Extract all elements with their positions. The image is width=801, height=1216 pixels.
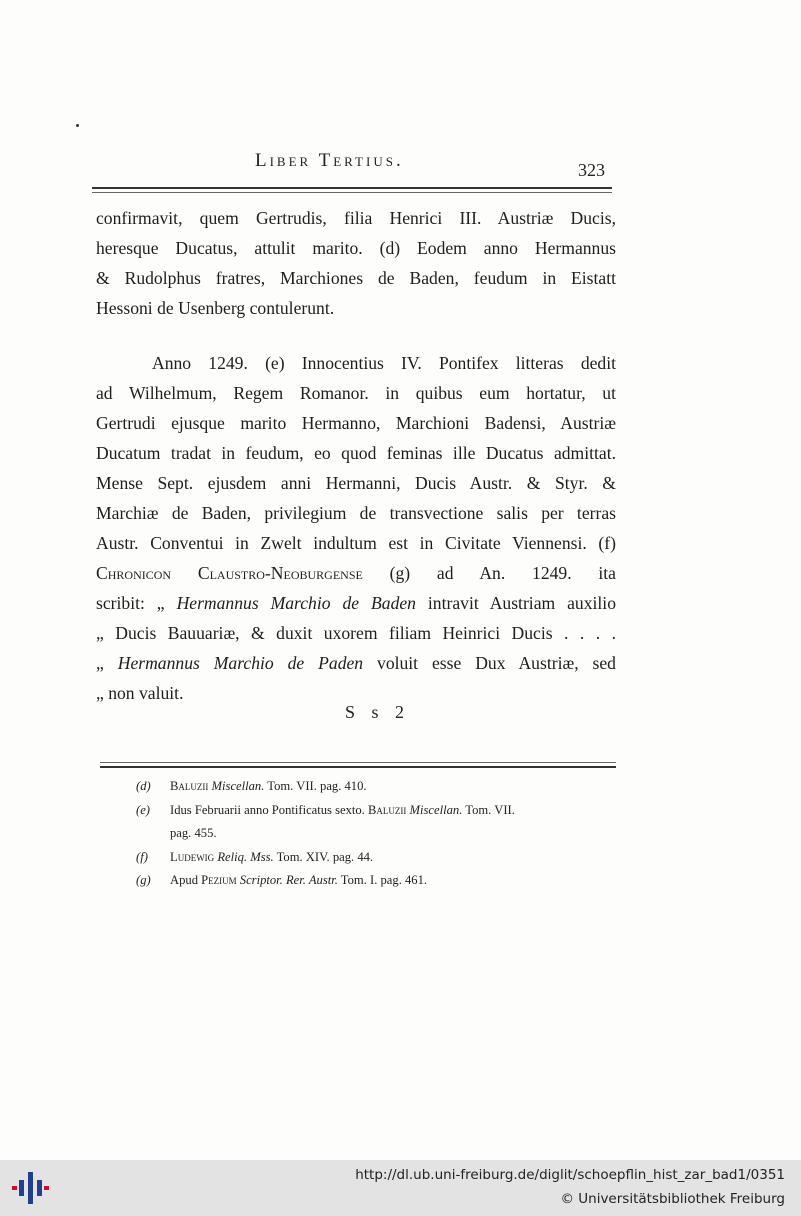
text-line: „ non valuit. <box>96 683 184 703</box>
header-rule-thin <box>92 192 612 193</box>
footnote-ref: Tom. VII. <box>462 802 515 817</box>
footnote-e-continuation: pag. 455. <box>170 826 217 840</box>
chronicon-title: Chronicon Claustro-Neoburgense <box>96 563 363 583</box>
footnote-mark: (g) <box>136 873 151 887</box>
footnote-d <box>136 775 616 799</box>
ub-freiburg-logo-icon <box>10 1170 50 1206</box>
footnote-rule <box>100 766 616 768</box>
footnote-mark: (e) <box>136 802 150 817</box>
paragraph-1 <box>96 203 616 323</box>
footnotes <box>136 775 616 893</box>
text-line <box>96 648 616 678</box>
footnote-work: Reliq. Mss. <box>217 849 274 864</box>
text-line <box>96 558 616 588</box>
footnote-g <box>136 869 616 893</box>
signature-mark: S s 2 <box>345 702 411 722</box>
text-line: „ Ducis Bauuariæ, & duxit uxorem filiam Heinrici Ducis . . . . <box>96 623 616 643</box>
italic-quote: Hermannus Marchio de Paden <box>117 653 364 673</box>
text-line: heresque Ducatus, attulit marito. (d) Eodem anno Hermannus <box>96 238 616 258</box>
footnote-author: Baluzii <box>367 802 407 817</box>
text-line: Anno 1249. (e) Innocentius IV. Pontifex litteras dedit <box>152 353 616 373</box>
footnote-text: Apud <box>170 873 202 887</box>
copyright-notice: © Universitätsbibliothek Freiburg <box>560 1191 785 1207</box>
footnote-e <box>136 799 616 823</box>
footnote-text: Idus Februarii anno Pontificatus sexto. <box>170 802 368 817</box>
text-segment: voluit esse Dux Austriæ, sed <box>363 653 616 673</box>
permalink[interactable]: http://dl.ub.uni-freiburg.de/diglit/schoepflin_hist_zar_bad1/0351 <box>355 1167 785 1183</box>
running-head: Liber Tertius. <box>255 150 404 171</box>
paragraph-2 <box>96 348 616 708</box>
footnote-work: Miscellan. <box>409 802 463 817</box>
footnote-ref: Tom. I. pag. 461. <box>337 873 428 887</box>
text-line: Austr. Conventui in Zwelt indultum est in Civitate Viennensi. (f) <box>96 533 616 553</box>
footnote-mark: (f) <box>136 849 148 864</box>
text-segment: (g) ad An. 1249. ita <box>362 563 616 583</box>
footnote-ref: Tom. XIV. pag. 44. <box>273 849 374 864</box>
text-line: & Rudolphus fratres, Marchiones de Baden, feudum in Eistatt <box>96 268 616 288</box>
italic-quote: Hermannus Marchio de Baden <box>176 593 416 613</box>
text-line <box>96 588 616 618</box>
text-segment: intravit Austriam auxilio <box>415 593 616 613</box>
footnote-rule-thin <box>100 762 616 763</box>
footnote-author: Pezium <box>201 873 237 887</box>
text-line: Mense Sept. ejusdem anni Hermanni, Ducis Austr. & Styr. & <box>96 473 616 493</box>
text-segment: scribit: „ <box>96 593 177 613</box>
footnote-work: Miscellan. <box>211 779 265 793</box>
viewer-footer <box>0 1160 801 1216</box>
text-line: Marchiæ de Baden, privilegium de transvectione salis per terras <box>96 503 616 523</box>
footnote-f <box>136 846 616 870</box>
text-segment: „ <box>96 653 118 673</box>
text-line: confirmavit, quem Gertrudis, filia Henrici III. Austriæ Ducis, <box>96 208 616 228</box>
text-line: Hessoni de Usenberg contulerunt. <box>96 298 335 318</box>
text-line: Gertrudi ejusque marito Hermanno, Marchioni Badensi, Austriæ <box>96 413 616 433</box>
header-rule <box>92 187 612 189</box>
footnote-author: Ludewig <box>170 849 215 864</box>
text-line: Ducatum tradat in feudum, eo quod feminas ille Ducatus admittat. <box>96 443 616 463</box>
footnote-ref: Tom. VII. pag. 410. <box>264 779 367 793</box>
footnote-mark: (d) <box>136 779 151 793</box>
page-number: 323 <box>578 160 605 180</box>
ink-speck <box>76 124 79 127</box>
footnote-work: Scriptor. Rer. Austr. <box>239 873 338 887</box>
text-line: ad Wilhelmum, Regem Romanor. in quibus eum hortatur, ut <box>96 383 616 403</box>
footnote-author: Baluzii <box>170 779 209 793</box>
